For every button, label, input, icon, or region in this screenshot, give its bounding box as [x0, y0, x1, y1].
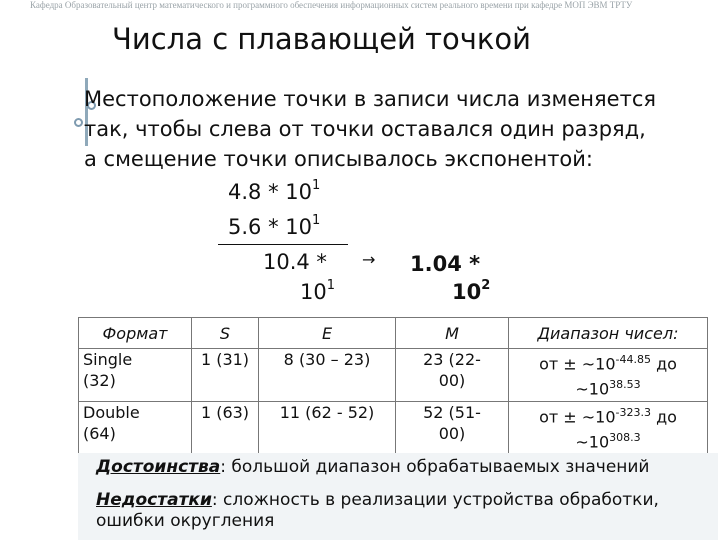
advantages-text: Достоинства: большой диапазон обрабатываемых значений: [96, 457, 650, 477]
sum-power: $10^1$: [300, 278, 336, 304]
format-table: [78, 317, 708, 455]
arrow-icon: →: [362, 250, 376, 269]
slide-title: Числа с плавающей точкой: [112, 22, 531, 56]
header-format: Формат: [79, 318, 192, 349]
header-s: S: [192, 318, 259, 349]
header-e: E: [259, 318, 396, 349]
cell-format: Double (64): [79, 402, 192, 455]
operand-2: $5.6 * 10^1$: [228, 213, 321, 239]
table-row: [79, 402, 708, 455]
intro-line: Местоположение точки в записи числа изменяется: [84, 87, 656, 111]
sum-mantissa: 10.4 *: [263, 250, 327, 274]
bullet-dot-icon: [74, 118, 83, 127]
header-range: Диапазон чисел:: [509, 318, 708, 349]
cell-format: Single (32): [79, 349, 192, 402]
intro-text: [84, 84, 720, 174]
table-row: [79, 349, 708, 402]
operand-1: $4.8 * 10^1$: [228, 178, 321, 204]
disadvantages-text-cont: ошибки округления: [96, 511, 275, 531]
result-power: $10^2$: [452, 278, 491, 304]
cell-range: от ± $\sim 10^{-44.85}$ до $\sim 10^{38.53}$: [509, 349, 708, 402]
header-note: Кафедра Образовательный центр математического и программного обеспечения информационных систем реального времени при кафедре МОП ЭВМ ТРТУ: [30, 0, 633, 10]
cell-s: 1 (63): [192, 402, 259, 455]
sum-rule: [218, 244, 348, 245]
cell-m: 52 (51- 00): [396, 402, 509, 455]
disadvantages-text: Недостатки: сложность в реализации устройства обработки,: [96, 490, 659, 510]
cell-m: 23 (22- 00): [396, 349, 509, 402]
cell-range: от ± $\sim 10^{-323.3}$ до $\sim 10^{308.3}$: [509, 402, 708, 455]
header-m: M: [396, 318, 509, 349]
cell-e: 8 (30 – 23): [259, 349, 396, 402]
cell-s: 1 (31): [192, 349, 259, 402]
cell-e: 11 (62 - 52): [259, 402, 396, 455]
intro-line: так, чтобы слева от точки оставался один разряд,: [84, 117, 646, 141]
intro-line: а смещение точки описывалось экспонентой:: [84, 147, 594, 171]
table-header-row: [79, 318, 708, 349]
result-mantissa: 1.04 *: [410, 252, 481, 276]
